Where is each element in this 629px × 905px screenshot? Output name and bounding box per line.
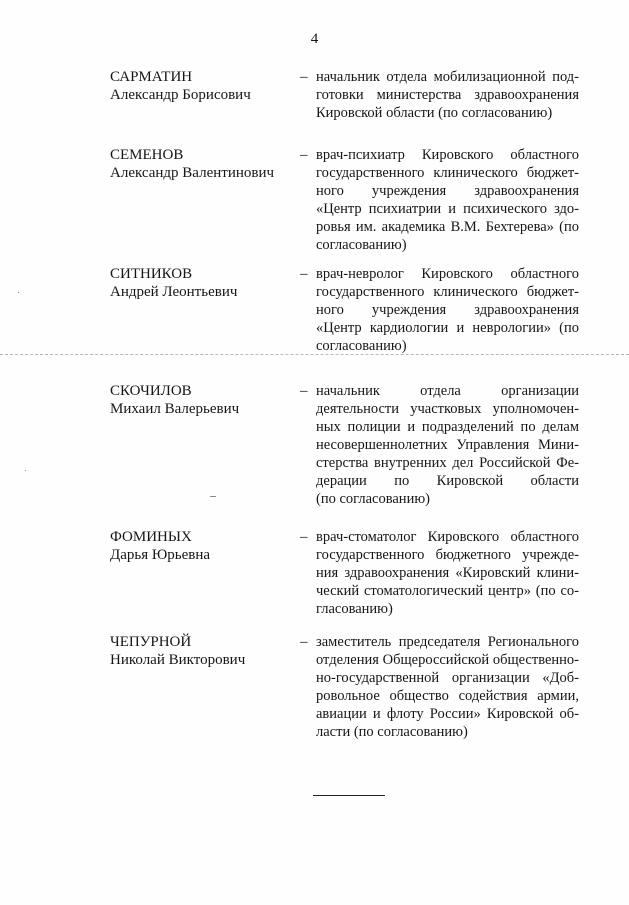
member-name <box>110 265 290 301</box>
entry-dash: – <box>300 266 308 282</box>
position-line: деятельности участковых уполномочен- <box>316 401 579 417</box>
member-surname: ФОМИНЫХ <box>110 529 192 545</box>
member-name <box>110 146 290 182</box>
position-line: но-государственной организации «Доб- <box>316 670 579 686</box>
member-name <box>110 68 290 104</box>
position-line: врач-невролог Кировского областного <box>316 266 579 282</box>
position-line: стерства внутренних дел Российской Фе- <box>316 455 579 471</box>
position-line: авиации и флоту России» Кировской об- <box>316 706 579 722</box>
entry-dash: – <box>300 634 308 650</box>
position-line: согласованию) <box>316 338 407 354</box>
member-position <box>316 146 579 254</box>
position-line: заместитель председателя Регионального <box>316 634 579 650</box>
position-line: готовки министерства здравоохранения <box>316 87 579 103</box>
member-surname: ЧЕПУРНОЙ <box>110 634 192 650</box>
position-line: врач-психиатр Кировского областного <box>316 147 579 163</box>
position-line: ных полиции и подразделений по делам <box>316 419 579 435</box>
closing-rule <box>313 795 385 796</box>
position-line: ния здравоохранения «Кировский клини- <box>316 565 579 581</box>
scan-speck <box>25 470 26 471</box>
member-given-names: Николай Викторович <box>110 652 246 668</box>
position-line: врач-стоматолог Кировского областного <box>316 529 579 545</box>
entry-dash: – <box>300 383 308 399</box>
member-name <box>110 633 290 669</box>
member-surname: СЕМЕНОВ <box>110 147 184 163</box>
position-line: государственного бюджетного учрежде- <box>316 547 579 563</box>
member-given-names: Андрей Леонтьевич <box>110 284 238 300</box>
position-line: дерации по Кировской области <box>316 473 579 489</box>
position-line: «Центр психиатрии и психического здо- <box>316 201 579 217</box>
member-position <box>316 382 579 508</box>
member-surname: СИТНИКОВ <box>110 266 193 282</box>
member-given-names: Дарья Юрьевна <box>110 547 211 563</box>
position-line: государственного клинического бюджет- <box>316 165 579 181</box>
member-position <box>316 68 579 122</box>
position-line: (по согласованию) <box>316 491 430 507</box>
entry-dash: – <box>300 529 308 545</box>
position-line: ного учреждения здравоохранения <box>316 302 579 318</box>
position-line: гласованию) <box>316 601 393 617</box>
position-line: несовершеннолетних Управления Мини- <box>316 437 579 453</box>
member-position <box>316 265 579 355</box>
scan-fold-line <box>0 354 629 355</box>
scan-speck <box>210 496 216 497</box>
position-line: отделения Общероссийской общественно- <box>316 652 579 668</box>
member-given-names: Александр Валентинович <box>110 165 275 181</box>
member-name <box>110 528 290 564</box>
position-line: ческий стоматологический центр» (по со- <box>316 583 579 599</box>
member-given-names: Михаил Валерьевич <box>110 401 240 417</box>
position-line: «Центр кардиологии и неврологии» (по <box>316 320 579 336</box>
position-line: государственного клинического бюджет- <box>316 284 579 300</box>
member-position <box>316 633 579 741</box>
position-line: ласти (по согласованию) <box>316 724 468 740</box>
member-name <box>110 382 290 418</box>
position-line: ного учреждения здравоохранения <box>316 183 579 199</box>
member-surname: СКОЧИЛОВ <box>110 383 192 399</box>
scan-speck <box>18 292 19 293</box>
page-number: 4 <box>310 31 319 47</box>
position-line: начальник отдела организации <box>316 383 579 399</box>
member-given-names: Александр Борисович <box>110 87 251 103</box>
position-line: ровья им. академика В.М. Бехтерева» (по <box>316 219 579 235</box>
entry-dash: – <box>300 69 308 85</box>
member-surname: САРМАТИН <box>110 69 193 85</box>
position-line: согласованию) <box>316 237 407 253</box>
position-line: Кировской области (по согласованию) <box>316 105 553 121</box>
entry-dash: – <box>300 147 308 163</box>
member-position <box>316 528 579 618</box>
position-line: начальник отдела мобилизационной под- <box>316 69 579 85</box>
position-line: ровольное общество содействия армии, <box>316 688 579 704</box>
